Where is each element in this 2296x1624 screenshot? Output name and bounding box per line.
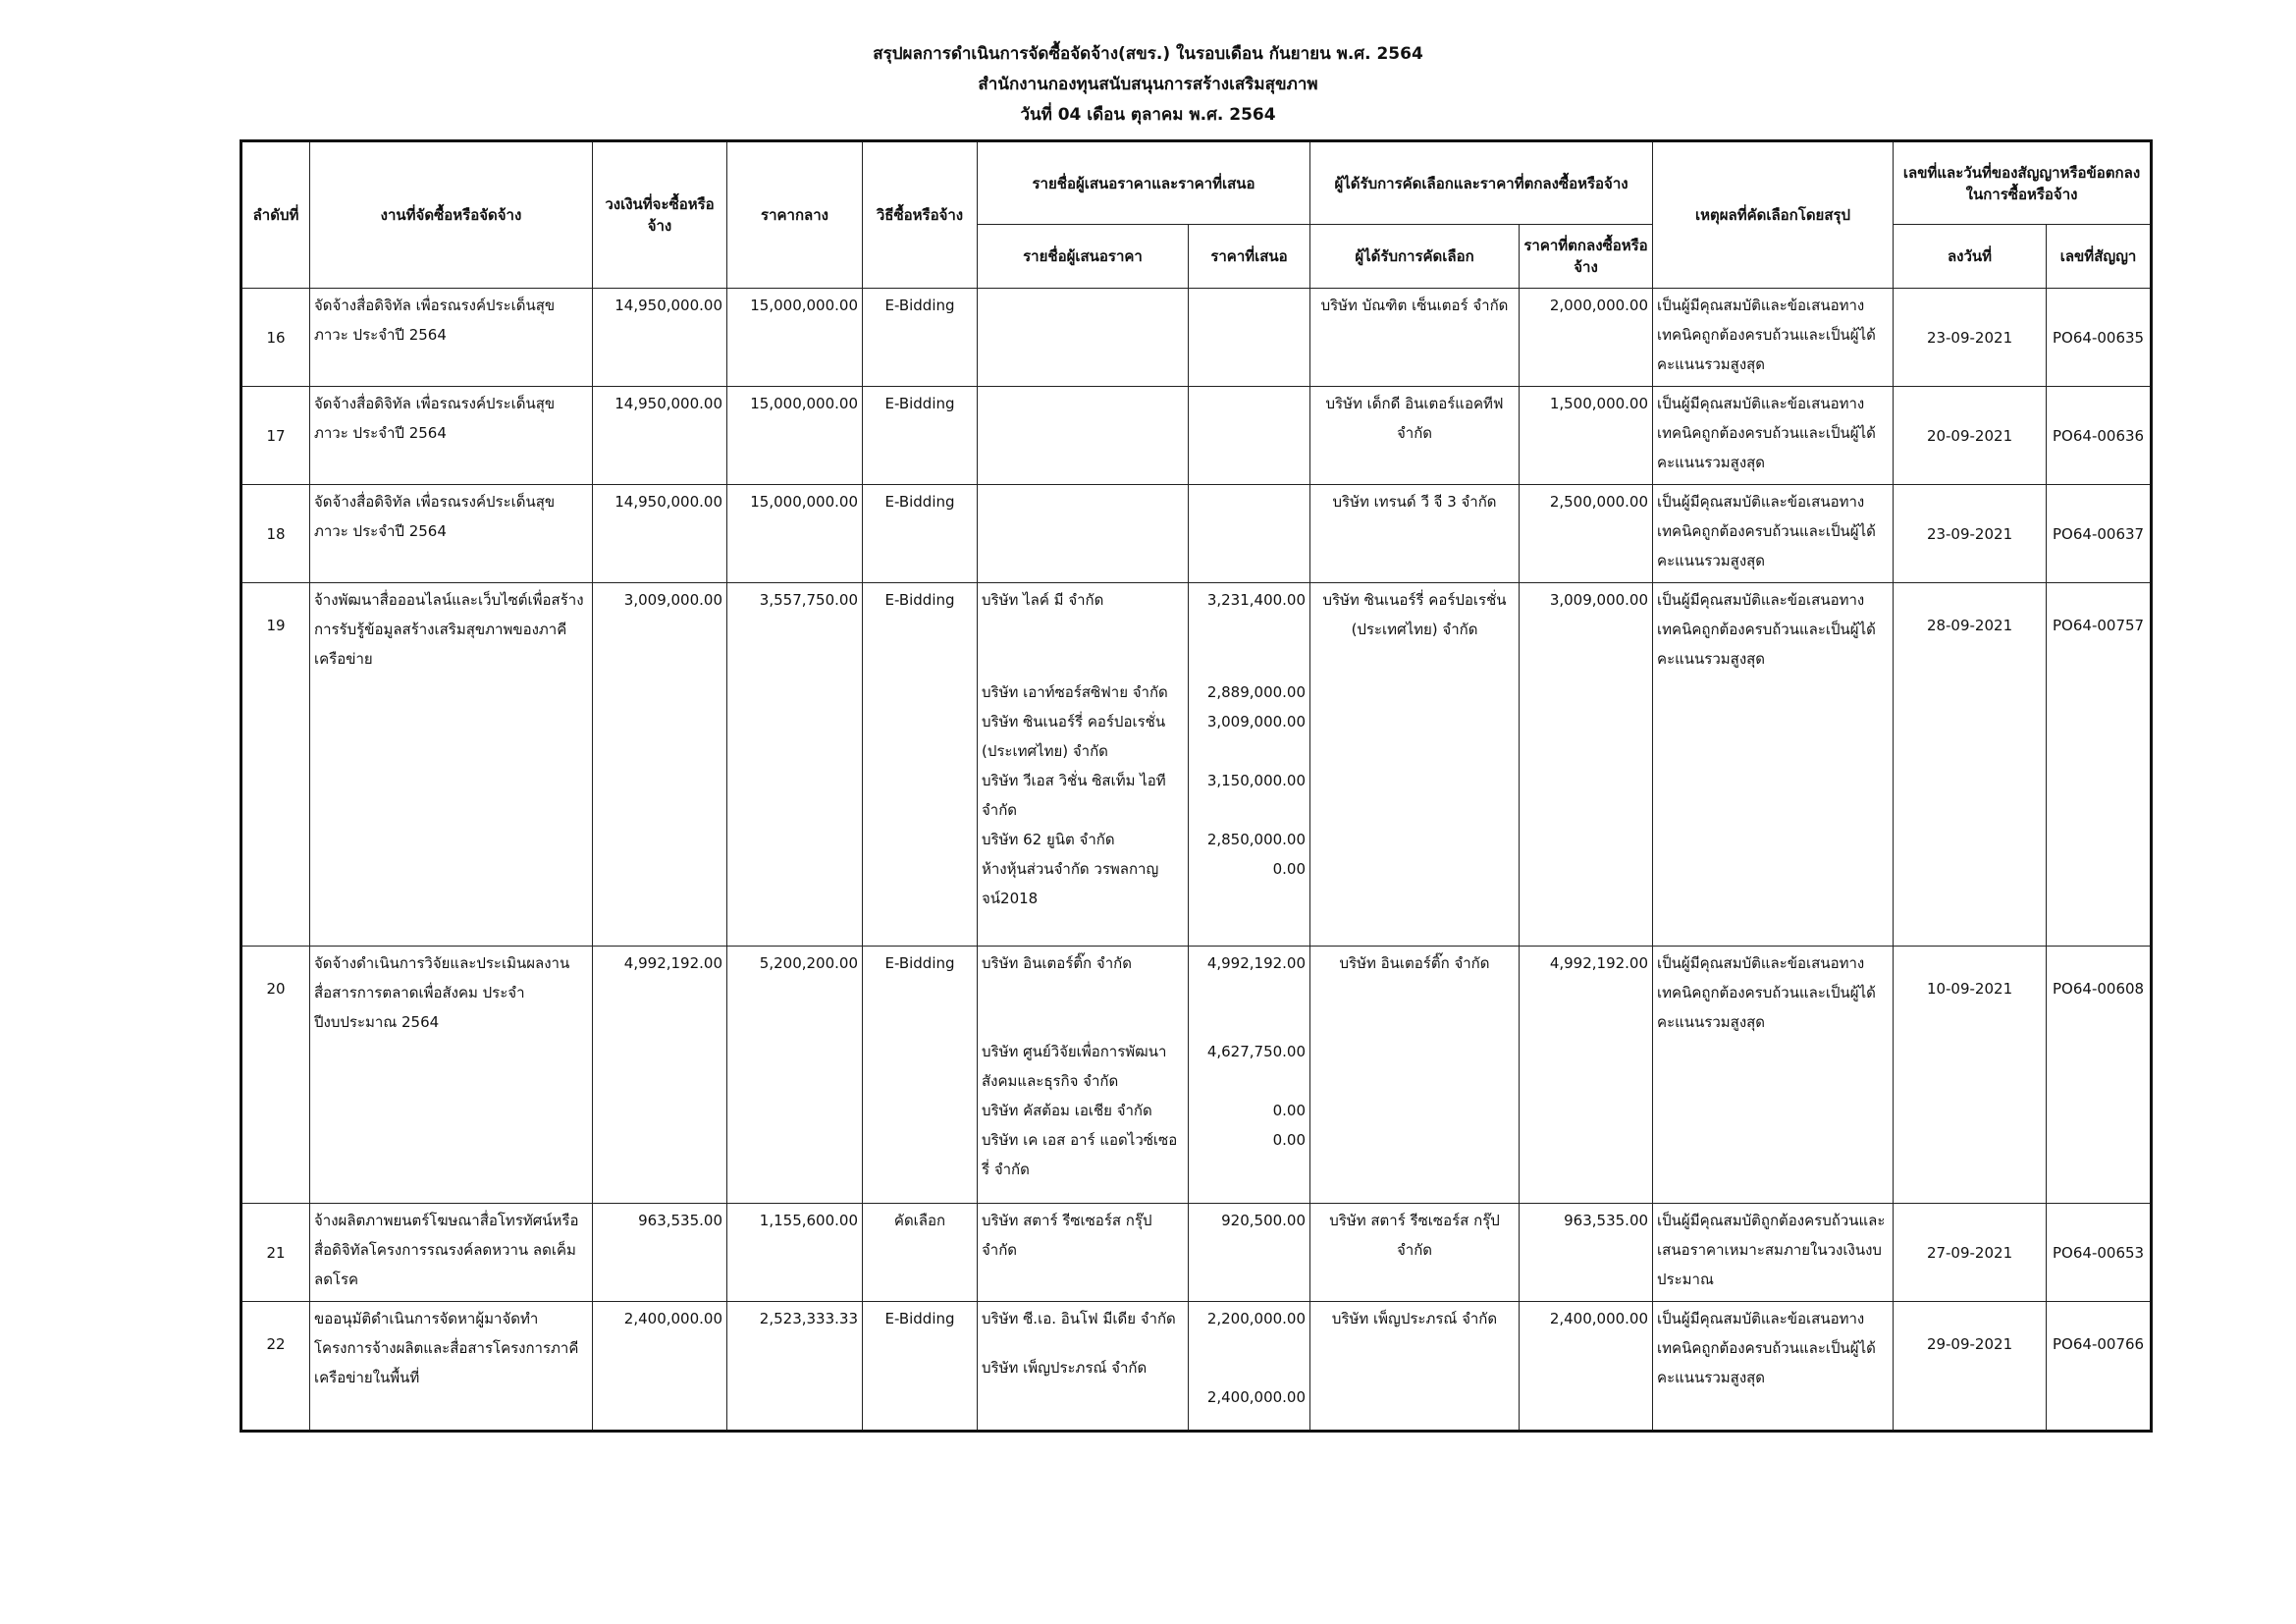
row-date: 27-09-2021 [1894, 1204, 2047, 1302]
row-budget: 2,400,000.00 [593, 1302, 727, 1432]
header-contract-group: เลขที่และวันที่ของสัญญาหรือข้อตกลงในการซื้อหรือจ้าง [1894, 141, 2152, 225]
bidder-name: บริษัท เอาท์ซอร์สซิฟาย จำกัด [982, 683, 1168, 701]
row-bid-prices [1189, 1302, 1310, 1432]
row-budget: 14,950,000.00 [593, 289, 727, 387]
row-agreed: 963,535.00 [1520, 1204, 1653, 1302]
header-task: งานที่จัดซื้อหรือจัดจ้าง [310, 141, 593, 289]
bidder-name: บริษัท คัสต้อม เอเชีย จำกัด [982, 1102, 1152, 1119]
row-bid-prices [1189, 583, 1310, 947]
row-task: ขออนุมัติดำเนินการจัดหาผู้มาจัดทำโครงการจ้างผลิตและสื่อสารโครงการภาคีเครือข่ายในพื้นที่ [310, 1302, 593, 1432]
row-date: 23-09-2021 [1894, 289, 2047, 387]
header-budget: วงเงินที่จะซื้อหรือจ้าง [593, 141, 727, 289]
row-reason: เป็นผู้มีคุณสมบัติและข้อเสนอทางเทคนิคถูกต้องครบถ้วนและเป็นผู้ได้คะแนนรวมสูงสุด [1653, 387, 1894, 485]
header-winner-group: ผู้ได้รับการคัดเลือกและราคาที่ตกลงซื้อหรือจ้าง [1310, 141, 1653, 225]
row-no: 17 [241, 387, 310, 485]
document-date: วันที่ 04 เดือน ตุลาคม พ.ศ. 2564 [1020, 105, 1276, 125]
row-contract: PO64-00757 [2047, 583, 2152, 947]
row-reason: เป็นผู้มีคุณสมบัติและข้อเสนอทางเทคนิคถูกต้องครบถ้วนและเป็นผู้ได้คะแนนรวมสูงสุด [1653, 485, 1894, 583]
row-no: 19 [241, 583, 310, 947]
row-task: จ้างพัฒนาสื่อออนไลน์และเว็บไซต์เพื่อสร้างการรับรู้ข้อมูลสร้างเสริมสุขภาพของภาคีเครือข่าย [310, 583, 593, 947]
row-median: 1,155,600.00 [727, 1204, 863, 1302]
row-agreed: 4,992,192.00 [1520, 947, 1653, 1204]
row-no: 20 [241, 947, 310, 1204]
table-row [241, 387, 2152, 485]
header-agreed-price: ราคาที่ตกลงซื้อหรือจ้าง [1520, 225, 1653, 289]
row-contract: PO64-00608 [2047, 947, 2152, 1204]
row-agreed: 2,000,000.00 [1520, 289, 1653, 387]
row-winner: บริษัท เพ็ญประภรณ์ จำกัด [1310, 1302, 1520, 1432]
header-contract-no: เลขที่สัญญา [2047, 225, 2152, 289]
row-median: 15,000,000.00 [727, 289, 863, 387]
table-row [241, 1302, 2152, 1432]
header-no: ลำดับที่ [241, 141, 310, 289]
row-winner: บริษัท สตาร์ รีซเซอร์ส กรุ๊ป จำกัด [1310, 1204, 1520, 1302]
row-no: 22 [241, 1302, 310, 1432]
row-median: 2,523,333.33 [727, 1302, 863, 1432]
bidder-name: บริษัท วีเอส วิชั่น ซิสเท็ม ไอที จำกัด [982, 772, 1166, 819]
bid-price: 2,200,000.00 [1206, 1310, 1307, 1327]
row-bidder-names [978, 387, 1189, 485]
bidder-name: ห้างหุ้นส่วนจำกัด วรพลกาญจน์2018 [982, 860, 1159, 907]
bid-price: 2,850,000.00 [1206, 831, 1307, 848]
bidder-name: บริษัท เพ็ญประภรณ์ จำกัด [982, 1359, 1148, 1377]
bid-price: 3,231,400.00 [1206, 591, 1307, 609]
row-reason: เป็นผู้มีคุณสมบัติถูกต้องครบถ้วนและเสนอราคาเหมาะสมภายในวงเงินงบประมาณ [1653, 1204, 1894, 1302]
row-bidder-names [978, 1302, 1189, 1432]
row-bid-prices [1189, 1204, 1310, 1302]
table-row [241, 289, 2152, 387]
table-row [241, 583, 2152, 947]
row-no: 21 [241, 1204, 310, 1302]
row-winner: บริษัท เด็กดี อินเตอร์แอคทีฟ จำกัด [1310, 387, 1520, 485]
row-task: จัดจ้างสื่อดิจิทัล เพื่อรณรงค์ประเด็นสุขภาวะ ประจำปี 2564 [310, 485, 593, 583]
row-date: 20-09-2021 [1894, 387, 2047, 485]
row-date: 10-09-2021 [1894, 947, 2047, 1204]
bidder-name: บริษัท สตาร์ รีซเซอร์ส กรุ๊ป จำกัด [982, 1212, 1152, 1259]
row-contract: PO64-00653 [2047, 1204, 2152, 1302]
row-agreed: 2,500,000.00 [1520, 485, 1653, 583]
row-budget: 4,992,192.00 [593, 947, 727, 1204]
header-method: วิธีซื้อหรือจ้าง [863, 141, 978, 289]
bid-price: 0.00 [1272, 1102, 1307, 1119]
row-no: 18 [241, 485, 310, 583]
bidder-name: บริษัท ซินเนอร์รี่ คอร์ปอเรชั่น (ประเทศไทย) จำกัด [982, 713, 1166, 760]
row-budget: 3,009,000.00 [593, 583, 727, 947]
row-bidder-names [978, 947, 1189, 1204]
row-bid-prices [1189, 289, 1310, 387]
table-row [241, 485, 2152, 583]
bid-price: 2,889,000.00 [1206, 683, 1307, 701]
row-task: จัดจ้างดำเนินการวิจัยและประเมินผลงานสื่อสารการตลาดเพื่อสังคม ประจำปีงบประมาณ 2564 [310, 947, 593, 1204]
bid-price: 0.00 [1272, 860, 1307, 878]
row-method: E-Bidding [863, 387, 978, 485]
row-method: E-Bidding [863, 1302, 978, 1432]
row-method: E-Bidding [863, 947, 978, 1204]
header-bid-price: ราคาที่เสนอ [1189, 225, 1310, 289]
row-median: 5,200,200.00 [727, 947, 863, 1204]
row-contract: PO64-00637 [2047, 485, 2152, 583]
row-method: คัดเลือก [863, 1204, 978, 1302]
header-median-price: ราคากลาง [727, 141, 863, 289]
row-bid-prices [1189, 485, 1310, 583]
document-titles [0, 39, 2296, 131]
row-reason: เป็นผู้มีคุณสมบัติและข้อเสนอทางเทคนิคถูกต้องครบถ้วนและเป็นผู้ได้คะแนนรวมสูงสุด [1653, 289, 1894, 387]
row-budget: 14,950,000.00 [593, 387, 727, 485]
table-header [241, 141, 2152, 289]
bid-price: 0.00 [1272, 1131, 1307, 1149]
row-method: E-Bidding [863, 485, 978, 583]
row-bid-prices [1189, 947, 1310, 1204]
row-reason: เป็นผู้มีคุณสมบัติและข้อเสนอทางเทคนิคถูกต้องครบถ้วนและเป็นผู้ได้คะแนนรวมสูงสุด [1653, 583, 1894, 947]
row-bidder-names [978, 289, 1189, 387]
row-contract: PO64-00636 [2047, 387, 2152, 485]
row-bid-prices [1189, 387, 1310, 485]
table-row [241, 1204, 2152, 1302]
document-title: สรุปผลการดำเนินการจัดซื้อจัดจ้าง(สขร.) ในรอบเดือน กันยายน พ.ศ. 2564 [873, 44, 1423, 64]
table-row [241, 947, 2152, 1204]
bidder-name: บริษัท ศูนย์วิจัยเพื่อการพัฒนาสังคมและธุรกิจ จำกัด [982, 1043, 1167, 1090]
row-contract: PO64-00766 [2047, 1302, 2152, 1432]
row-budget: 14,950,000.00 [593, 485, 727, 583]
bidder-name: บริษัท อินเตอร์ติ๊ก จำกัด [982, 954, 1132, 972]
row-agreed: 1,500,000.00 [1520, 387, 1653, 485]
procurement-table [240, 139, 2153, 1433]
row-date: 29-09-2021 [1894, 1302, 2047, 1432]
row-method: E-Bidding [863, 289, 978, 387]
row-bidder-names [978, 583, 1189, 947]
bid-price: 4,627,750.00 [1206, 1043, 1307, 1060]
row-median: 3,557,750.00 [727, 583, 863, 947]
row-reason: เป็นผู้มีคุณสมบัติและข้อเสนอทางเทคนิคถูกต้องครบถ้วนและเป็นผู้ได้คะแนนรวมสูงสุด [1653, 947, 1894, 1204]
row-date: 28-09-2021 [1894, 583, 2047, 947]
row-median: 15,000,000.00 [727, 387, 863, 485]
row-bidder-names [978, 1204, 1189, 1302]
header-winner: ผู้ได้รับการคัดเลือก [1310, 225, 1520, 289]
row-bidder-names [978, 485, 1189, 583]
row-budget: 963,535.00 [593, 1204, 727, 1302]
row-winner: บริษัท เทรนด์ วี จี 3 จำกัด [1310, 485, 1520, 583]
row-winner: บริษัท บัณฑิต เซ็นเตอร์ จำกัด [1310, 289, 1520, 387]
bid-price: 3,009,000.00 [1206, 713, 1307, 731]
row-date: 23-09-2021 [1894, 485, 2047, 583]
row-method: E-Bidding [863, 583, 978, 947]
row-agreed: 2,400,000.00 [1520, 1302, 1653, 1432]
row-reason: เป็นผู้มีคุณสมบัติและข้อเสนอทางเทคนิคถูกต้องครบถ้วนและเป็นผู้ได้คะแนนรวมสูงสุด [1653, 1302, 1894, 1432]
bid-price: 3,150,000.00 [1206, 772, 1307, 789]
bidder-name: บริษัท 62 ยูนิต จำกัด [982, 831, 1115, 848]
row-median: 15,000,000.00 [727, 485, 863, 583]
row-winner: บริษัท ซินเนอร์รี่ คอร์ปอเรชั่น (ประเทศไทย) จำกัด [1310, 583, 1520, 947]
row-task: จ้างผลิตภาพยนตร์โฆษณาสื่อโทรทัศน์หรือสื่อดิจิทัลโครงการรณรงค์ลดหวาน ลดเค็ม ลดโรค [310, 1204, 593, 1302]
bid-price: 2,400,000.00 [1206, 1388, 1307, 1406]
row-contract: PO64-00635 [2047, 289, 2152, 387]
bid-price: 4,992,192.00 [1206, 954, 1307, 972]
row-task: จัดจ้างสื่อดิจิทัล เพื่อรณรงค์ประเด็นสุขภาวะ ประจำปี 2564 [310, 289, 593, 387]
bidder-name: บริษัท เค เอส อาร์ แอดไวซ์เซอรี่ จำกัด [982, 1131, 1178, 1178]
bidder-name: บริษัท ซี.เอ. อินโฟ มีเดีย จำกัด [982, 1310, 1176, 1327]
row-winner: บริษัท อินเตอร์ติ๊ก จำกัด [1310, 947, 1520, 1204]
header-bidder-name: รายชื่อผู้เสนอราคา [978, 225, 1189, 289]
header-date: ลงวันที่ [1894, 225, 2047, 289]
row-task: จัดจ้างสื่อดิจิทัล เพื่อรณรงค์ประเด็นสุขภาวะ ประจำปี 2564 [310, 387, 593, 485]
row-agreed: 3,009,000.00 [1520, 583, 1653, 947]
header-bidders-group: รายชื่อผู้เสนอราคาและราคาที่เสนอ [978, 141, 1310, 225]
bid-price: 920,500.00 [1221, 1212, 1307, 1229]
header-reason: เหตุผลที่คัดเลือกโดยสรุป [1653, 141, 1894, 289]
row-no: 16 [241, 289, 310, 387]
organization-name: สำนักงานกองทุนสนับสนุนการสร้างเสริมสุขภาพ [978, 75, 1318, 94]
bidder-name: บริษัท ไลค์ มี จำกัด [982, 591, 1104, 609]
